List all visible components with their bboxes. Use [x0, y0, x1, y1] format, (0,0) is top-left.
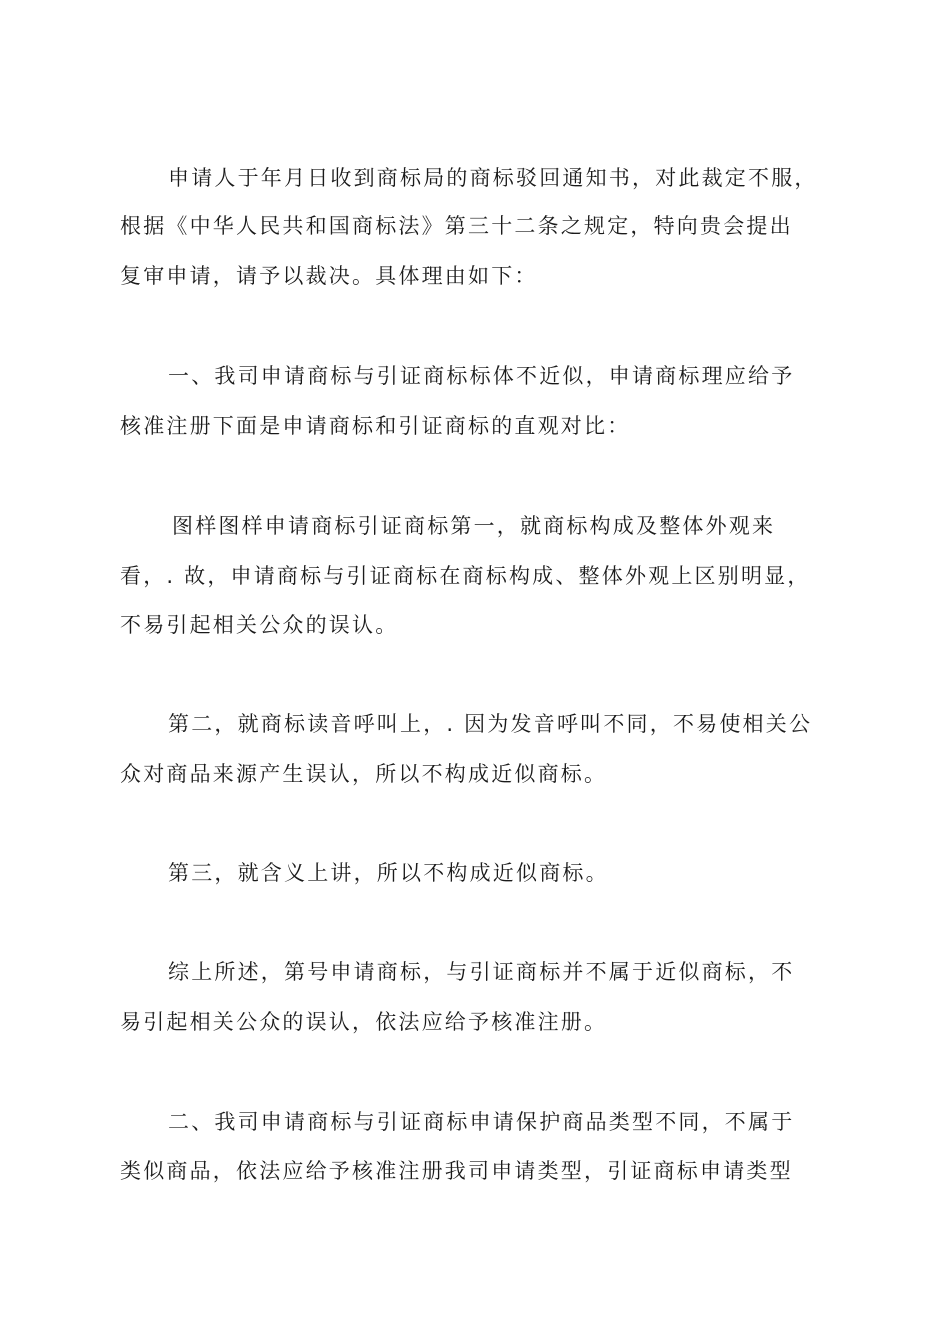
paragraph-7-line-2: 类似商品，依法应给予核准注册我司申请类型，引证商标申请类型: [120, 1159, 793, 1183]
paragraph-3-line-2: 看，. 故，申请商标与引证商标在商标构成、整体外观上区别明显，: [120, 564, 811, 588]
paragraph-4-line-2: 众对商品来源产生误认，所以不构成近似商标。: [120, 762, 608, 786]
paragraph-5-line-1: 第三，就含义上讲，所以不构成近似商标。: [168, 861, 609, 885]
paragraph-1-line-1: 申请人于年月日收到商标局的商标驳回通知书，对此裁定不服，: [168, 166, 818, 190]
paragraph-2-line-2: 核准注册下面是申请商标和引证商标的直观对比：: [120, 414, 631, 438]
paragraph-3-line-3: 不易引起相关公众的误认。: [120, 613, 399, 637]
paragraph-1-line-3: 复审申请，请予以裁决。具体理由如下：: [120, 264, 538, 288]
paragraph-7-line-1: 二、我司申请商标与引证商标申请保护商品类型不同，不属于: [168, 1110, 795, 1134]
paragraph-2-line-1: 一、我司申请商标与引证商标标体不近似，申请商标理应给予: [168, 364, 795, 388]
paragraph-6-line-1: 综上所述，第号申请商标，与引证商标并不属于近似商标，不: [168, 960, 795, 984]
paragraph-6-line-2: 易引起相关公众的误认，依法应给予核准注册。: [120, 1010, 608, 1034]
paragraph-1-line-2: 根据《中华人民共和国商标法》第三十二条之规定，特向贵会提出: [120, 214, 793, 238]
paragraph-3-line-1: 图样图样申请商标引证商标第一，就商标构成及整体外观来: [172, 514, 776, 538]
paragraph-4-line-1: 第二，就商标读音呼叫上，. 因为发音呼叫不同，不易使相关公: [168, 712, 813, 736]
